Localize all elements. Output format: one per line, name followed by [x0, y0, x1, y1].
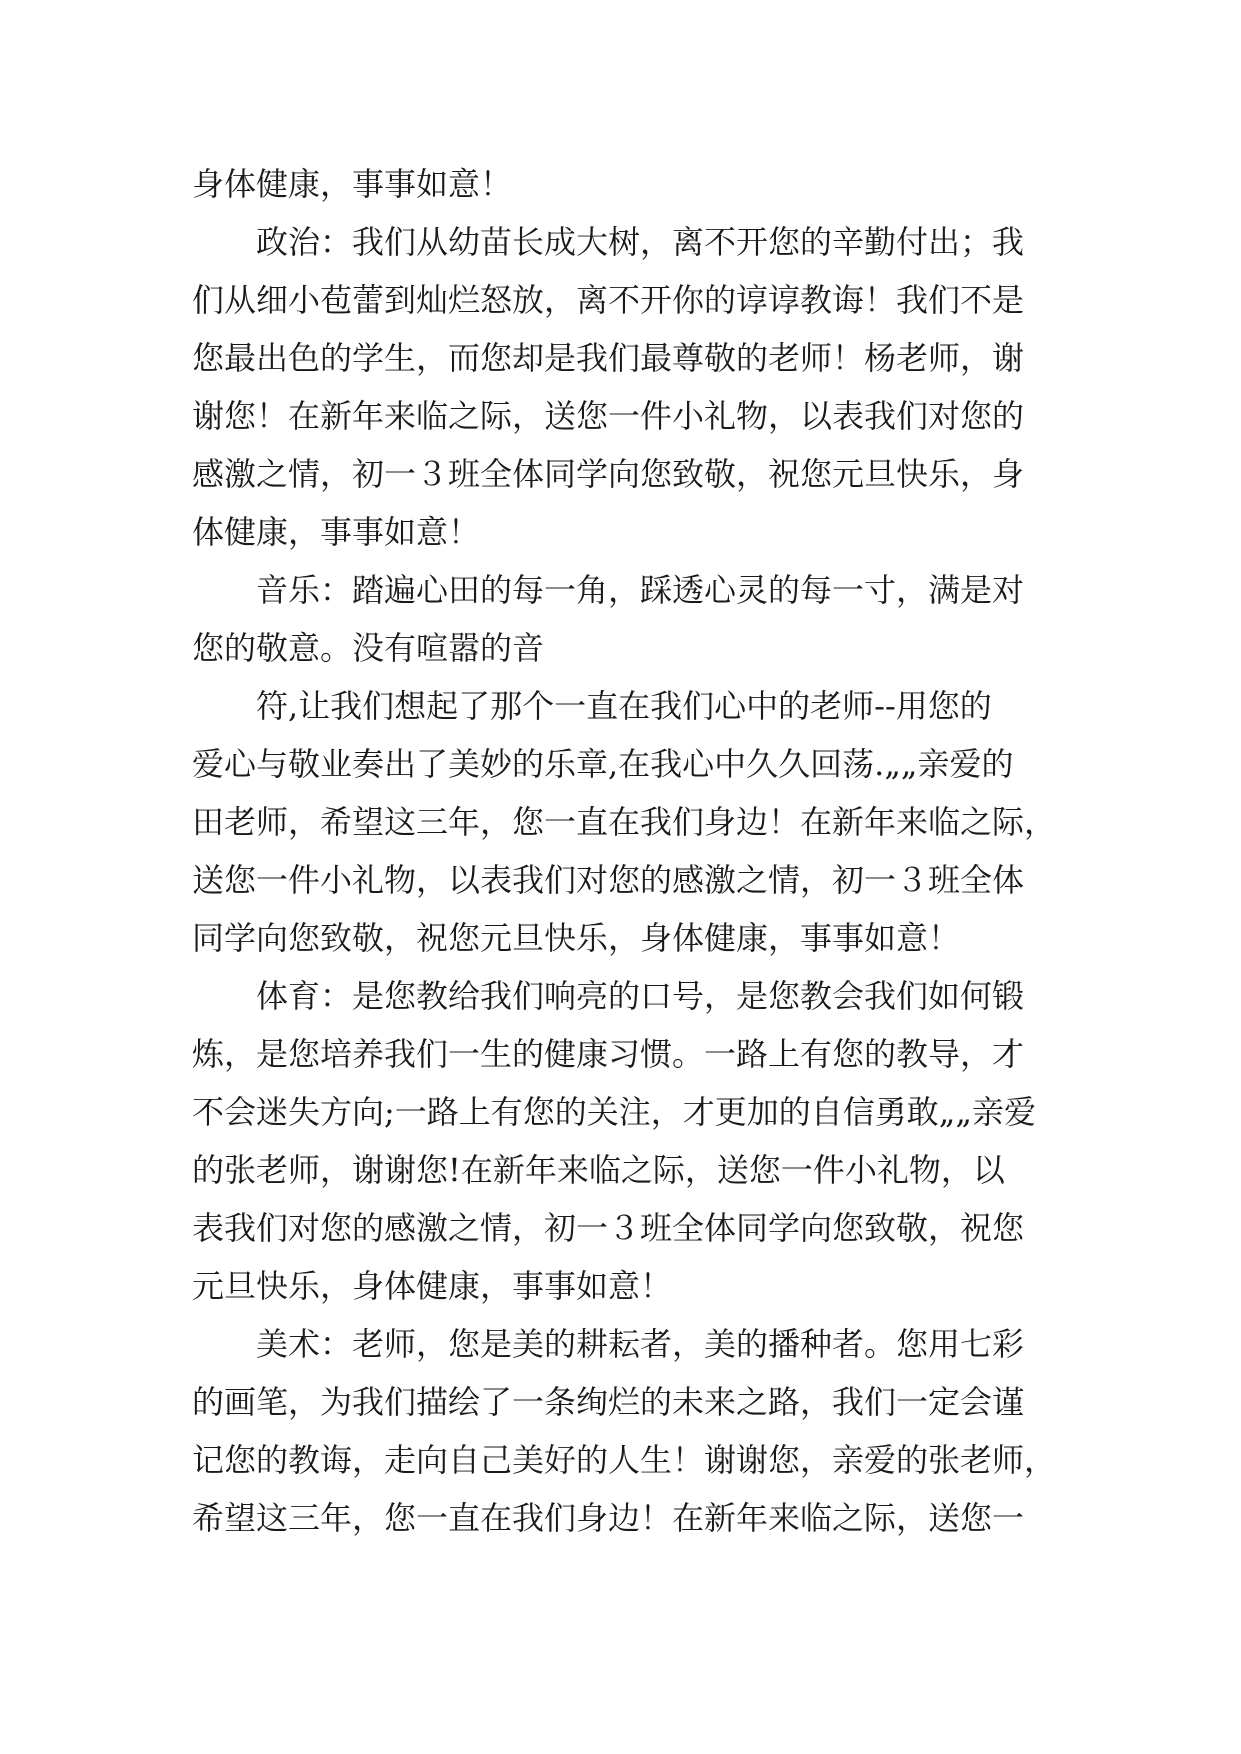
text-line: 的画笔，为我们描绘了一条绚烂的未来之路，我们一定会谨: [192, 1383, 1025, 1421]
text-line: 记您的教诲，走向自己美好的人生！谢谢您，亲爱的张老师，: [192, 1441, 1057, 1479]
text-line: 送您一件小礼物，以表我们对您的感激之情，初一３班全体: [192, 861, 1025, 899]
text-line: 不会迷失方向;一路上有您的关注，才更加的自信勇敢„„亲爱: [192, 1093, 1036, 1131]
text-line: 身体健康，事事如意！: [192, 165, 513, 203]
paragraph-start-music-cont: 符,让我们想起了那个一直在我们心中的老师--用您的: [256, 687, 992, 725]
text-line: 您最出色的学生，而您却是我们最尊敬的老师！杨老师，谢: [192, 339, 1025, 377]
paragraph-start-music: 音乐：踏遍心田的每一角，踩透心灵的每一寸，满是对: [256, 571, 1025, 609]
paragraph-start-politics: 政治：我们从幼苗长成大树，离不开您的辛勤付出；我: [256, 223, 1025, 261]
text-line: 希望这三年，您一直在我们身边！在新年来临之际，送您一: [192, 1499, 1025, 1537]
text-line: 表我们对您的感激之情，初一３班全体同学向您致敬，祝您: [192, 1209, 1025, 1247]
body-text: [192, 155, 1057, 1547]
text-line: 炼，是您培养我们一生的健康习惯。一路上有您的教导，才: [192, 1035, 1025, 1073]
text-line: 同学向您致敬，祝您元旦快乐，身体健康，事事如意！: [192, 919, 961, 957]
text-line: 体健康，事事如意！: [192, 513, 481, 551]
text-line: 爱心与敬业奏出了美妙的乐章,在我心中久久回荡.„„亲爱的: [192, 745, 1014, 783]
paragraph-start-pe: 体育：是您教给我们响亮的口号，是您教会我们如何锻: [256, 977, 1025, 1015]
text-line: 们从细小苞蕾到灿烂怒放，离不开你的谆谆教诲！我们不是: [192, 281, 1025, 319]
text-line: 的张老师，谢谢您!在新年来临之际，送您一件小礼物，以: [192, 1151, 1005, 1189]
text-line: 您的敬意。没有喧嚣的音: [192, 629, 545, 667]
paragraph-start-art: 美术：老师，您是美的耕耘者，美的播种者。您用七彩: [256, 1325, 1025, 1363]
text-line: 感激之情，初一３班全体同学向您致敬，祝您元旦快乐，身: [192, 455, 1025, 493]
text-line: 田老师，希望这三年，您一直在我们身边！在新年来临之际，: [192, 803, 1057, 841]
text-line: 谢您！在新年来临之际，送您一件小礼物，以表我们对您的: [192, 397, 1025, 435]
text-line: 元旦快乐，身体健康，事事如意！: [192, 1267, 673, 1305]
